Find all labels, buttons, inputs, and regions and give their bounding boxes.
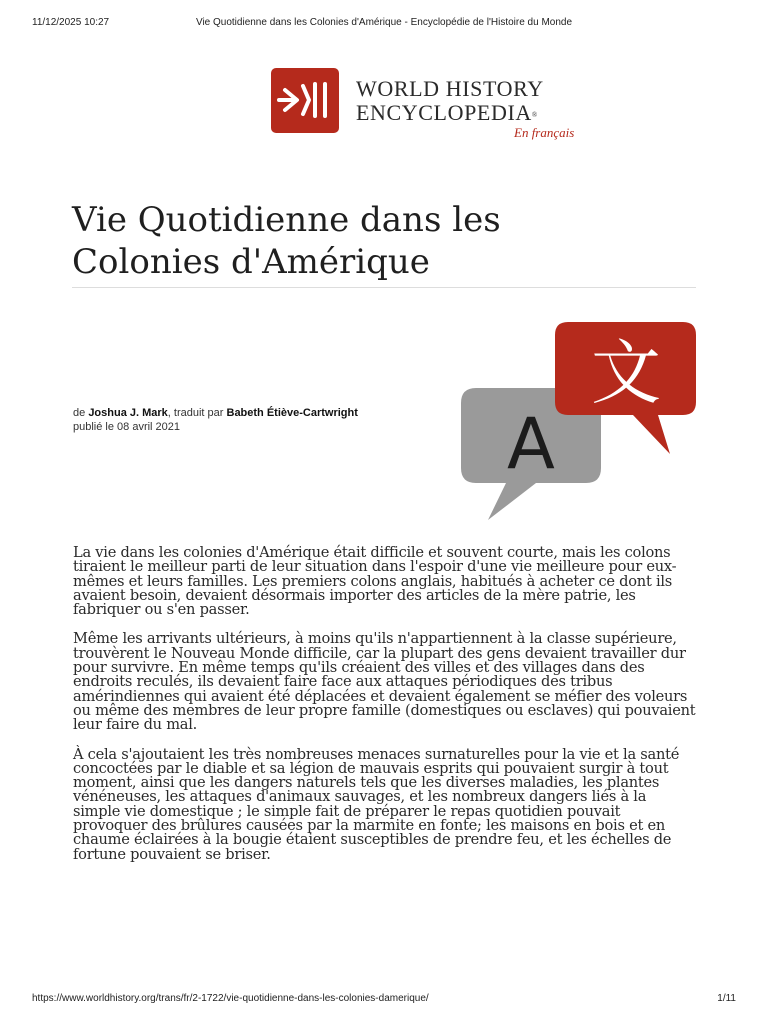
publish-date: publié le 08 avril 2021: [73, 421, 181, 433]
logo-language-subtitle: En français: [514, 125, 575, 140]
print-datetime: 11/12/2025 10:27: [32, 17, 110, 28]
logo-emblem-icon: [271, 68, 339, 133]
author-link[interactable]: Joshua J. Mark: [88, 407, 168, 419]
byline: [73, 406, 358, 434]
article-paragraph: Même les arrivants ultérieurs, à moins qu'ils n'appartiennent à la classe supérieure, trouvèrent le Nouveau Monde difficile, car la plupart des gens devaient travailler dur pour survivre. En même temps qu'ils créaient des villes et des villages dans des endroits reculés, ils devaient faire face aux attaques périodiques des tribus amérindiennes qui avaient été déplacées et devaient également se méfier des voleurs ou même des membres de leur propre famille (domestiques ou esclaves) qui pouvaient leur faire du mal.: [73, 630, 696, 734]
article-body: [73, 546, 697, 877]
site-logo[interactable]: [271, 68, 575, 140]
article-paragraph: À cela s'ajoutaient les très nombreuses menaces surnaturelles pour la vie et la santé concoctées par le diable et sa légion de mauvais esprits qui pouvaient surgir à tout moment, ainsi que les dangers naturels tels que les diverses maladies, les plantes vénéneuses, les attaques d'animaux sauvages, et les nombreux dangers liés à la simple vie domestique ; le simple fait de préparer le repas quotidien pouvait provoquer des brûlures causées par la marmite en fonte; les maisons en bois et en chaume éclairées à la bougie étaient susceptibles de prendre feu, et les échelles de fortune pouvaient se briser.: [73, 745, 680, 863]
logo-wordmark: [356, 77, 544, 125]
cjk-wen-glyph: 文: [591, 332, 661, 414]
translation-icon: [458, 318, 703, 523]
title-line-1: Vie Quotidienne dans les: [72, 200, 501, 240]
translator-link[interactable]: Babeth Étiève-Cartwright: [226, 407, 358, 419]
latin-a-glyph: A: [507, 403, 555, 485]
print-url[interactable]: https://www.worldhistory.org/trans/fr/2-1722/vie-quotidienne-dans-les-colonies-damerique/: [32, 993, 429, 1004]
article-paragraph: La vie dans les colonies d'Amérique était difficile et souvent courte, mais les colons tiraient le meilleur parti de leur situation dans l'espoir d'une vie meilleure pour eux-mêmes et leurs familles. Les premiers colons anglais, habitués à acheter ce dont ils avaient besoin, devaient désormais importer des articles de la mère patrie, les fabriquer ou s'en passer.: [73, 544, 677, 619]
title-divider: [72, 287, 696, 288]
print-page-number: 1/11: [717, 993, 736, 1004]
logo-line-2: ENCYCLOPEDIA®: [356, 100, 538, 125]
byline-authors: de Joshua J. Mark, traduit par Babeth Étiève-Cartwright: [73, 407, 358, 419]
article-title: [72, 199, 632, 283]
title-line-2: Colonies d'Amérique: [72, 242, 430, 282]
logo-line-1: WORLD HISTORY: [356, 76, 544, 101]
print-page-title: Vie Quotidienne dans les Colonies d'Amérique - Encyclopédie de l'Histoire du Monde: [195, 17, 573, 28]
